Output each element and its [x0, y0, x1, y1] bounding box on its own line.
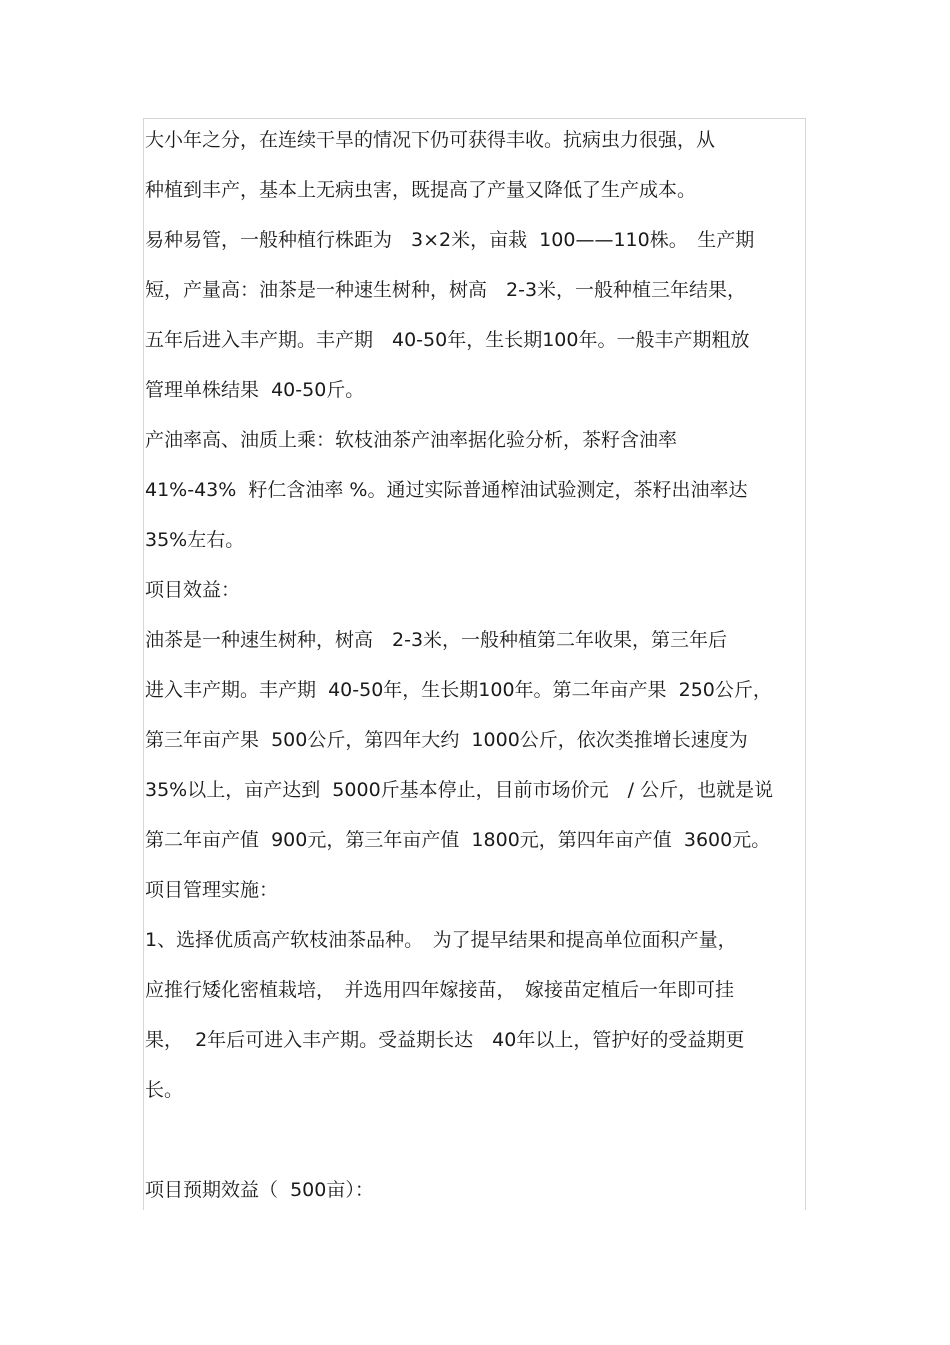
text-line-8: 41%-43% 籽仁含油率 %。通过实际普通榨油试验测定，茶籽出油率达	[145, 479, 748, 501]
section-heading-benefit: 项目效益：	[145, 579, 241, 601]
text-line-14: 35%以上，亩产达到 5000斤基本停止，目前市场价元 / 公斤，也就是说	[145, 779, 774, 801]
section-heading-management: 项目管理实施：	[145, 879, 279, 901]
text-line-2: 种植到丰产，基本上无病虫害，既提高了产量又降低了生产成本。	[145, 179, 697, 201]
text-line-9: 35%左右。	[145, 529, 245, 551]
text-line-12: 进入丰产期。丰产期 40-50年，生长期100年。第二年亩产果 250公斤，	[145, 679, 772, 701]
text-line-1: 大小年之分，在连续干旱的情况下仍可获得丰收。抗病虫力很强，从	[145, 129, 716, 151]
text-line-6: 管理单株结果 40-50斤。	[145, 379, 365, 401]
text-line-13: 第三年亩产果 500公斤，第四年大约 1000公斤，依次类推增长速度为	[145, 729, 748, 751]
text-line-15: 第二年亩产值 900元，第三年亩产值 1800元，第四年亩产值 3600元。	[145, 829, 771, 851]
text-line-7: 产油率高、油质上乘：软枝油茶产油率据化验分析，茶籽含油率	[145, 429, 678, 451]
text-line-19: 果， 2年后可进入丰产期。受益期长达 40年以上，管护好的受益期更	[145, 1029, 745, 1051]
text-line-17: 1、选择优质高产软枝油茶品种。 为了提早结果和提高单位面积产量，	[145, 929, 737, 951]
text-line-11: 油茶是一种速生树种，树高 2-3米，一般种植第二年收果，第三年后	[145, 629, 728, 651]
text-line-20: 长。	[145, 1079, 184, 1101]
text-line-18: 应推行矮化密植栽培， 并选用四年嫁接苗， 嫁接苗定植后一年即可挂	[145, 979, 735, 1001]
section-heading-expected-benefit: 项目预期效益（ 500亩）：	[145, 1179, 374, 1201]
text-line-5: 五年后进入丰产期。丰产期 40-50年，生长期100年。一般丰产期粗放	[145, 329, 750, 351]
text-line-4: 短，产量高：油茶是一种速生树种，树高 2-3米，一般种植三年结果，	[145, 279, 747, 301]
text-line-3: 易种易管，一般种植行株距为 3×2米，亩栽 100——110株。 生产期	[145, 229, 755, 251]
